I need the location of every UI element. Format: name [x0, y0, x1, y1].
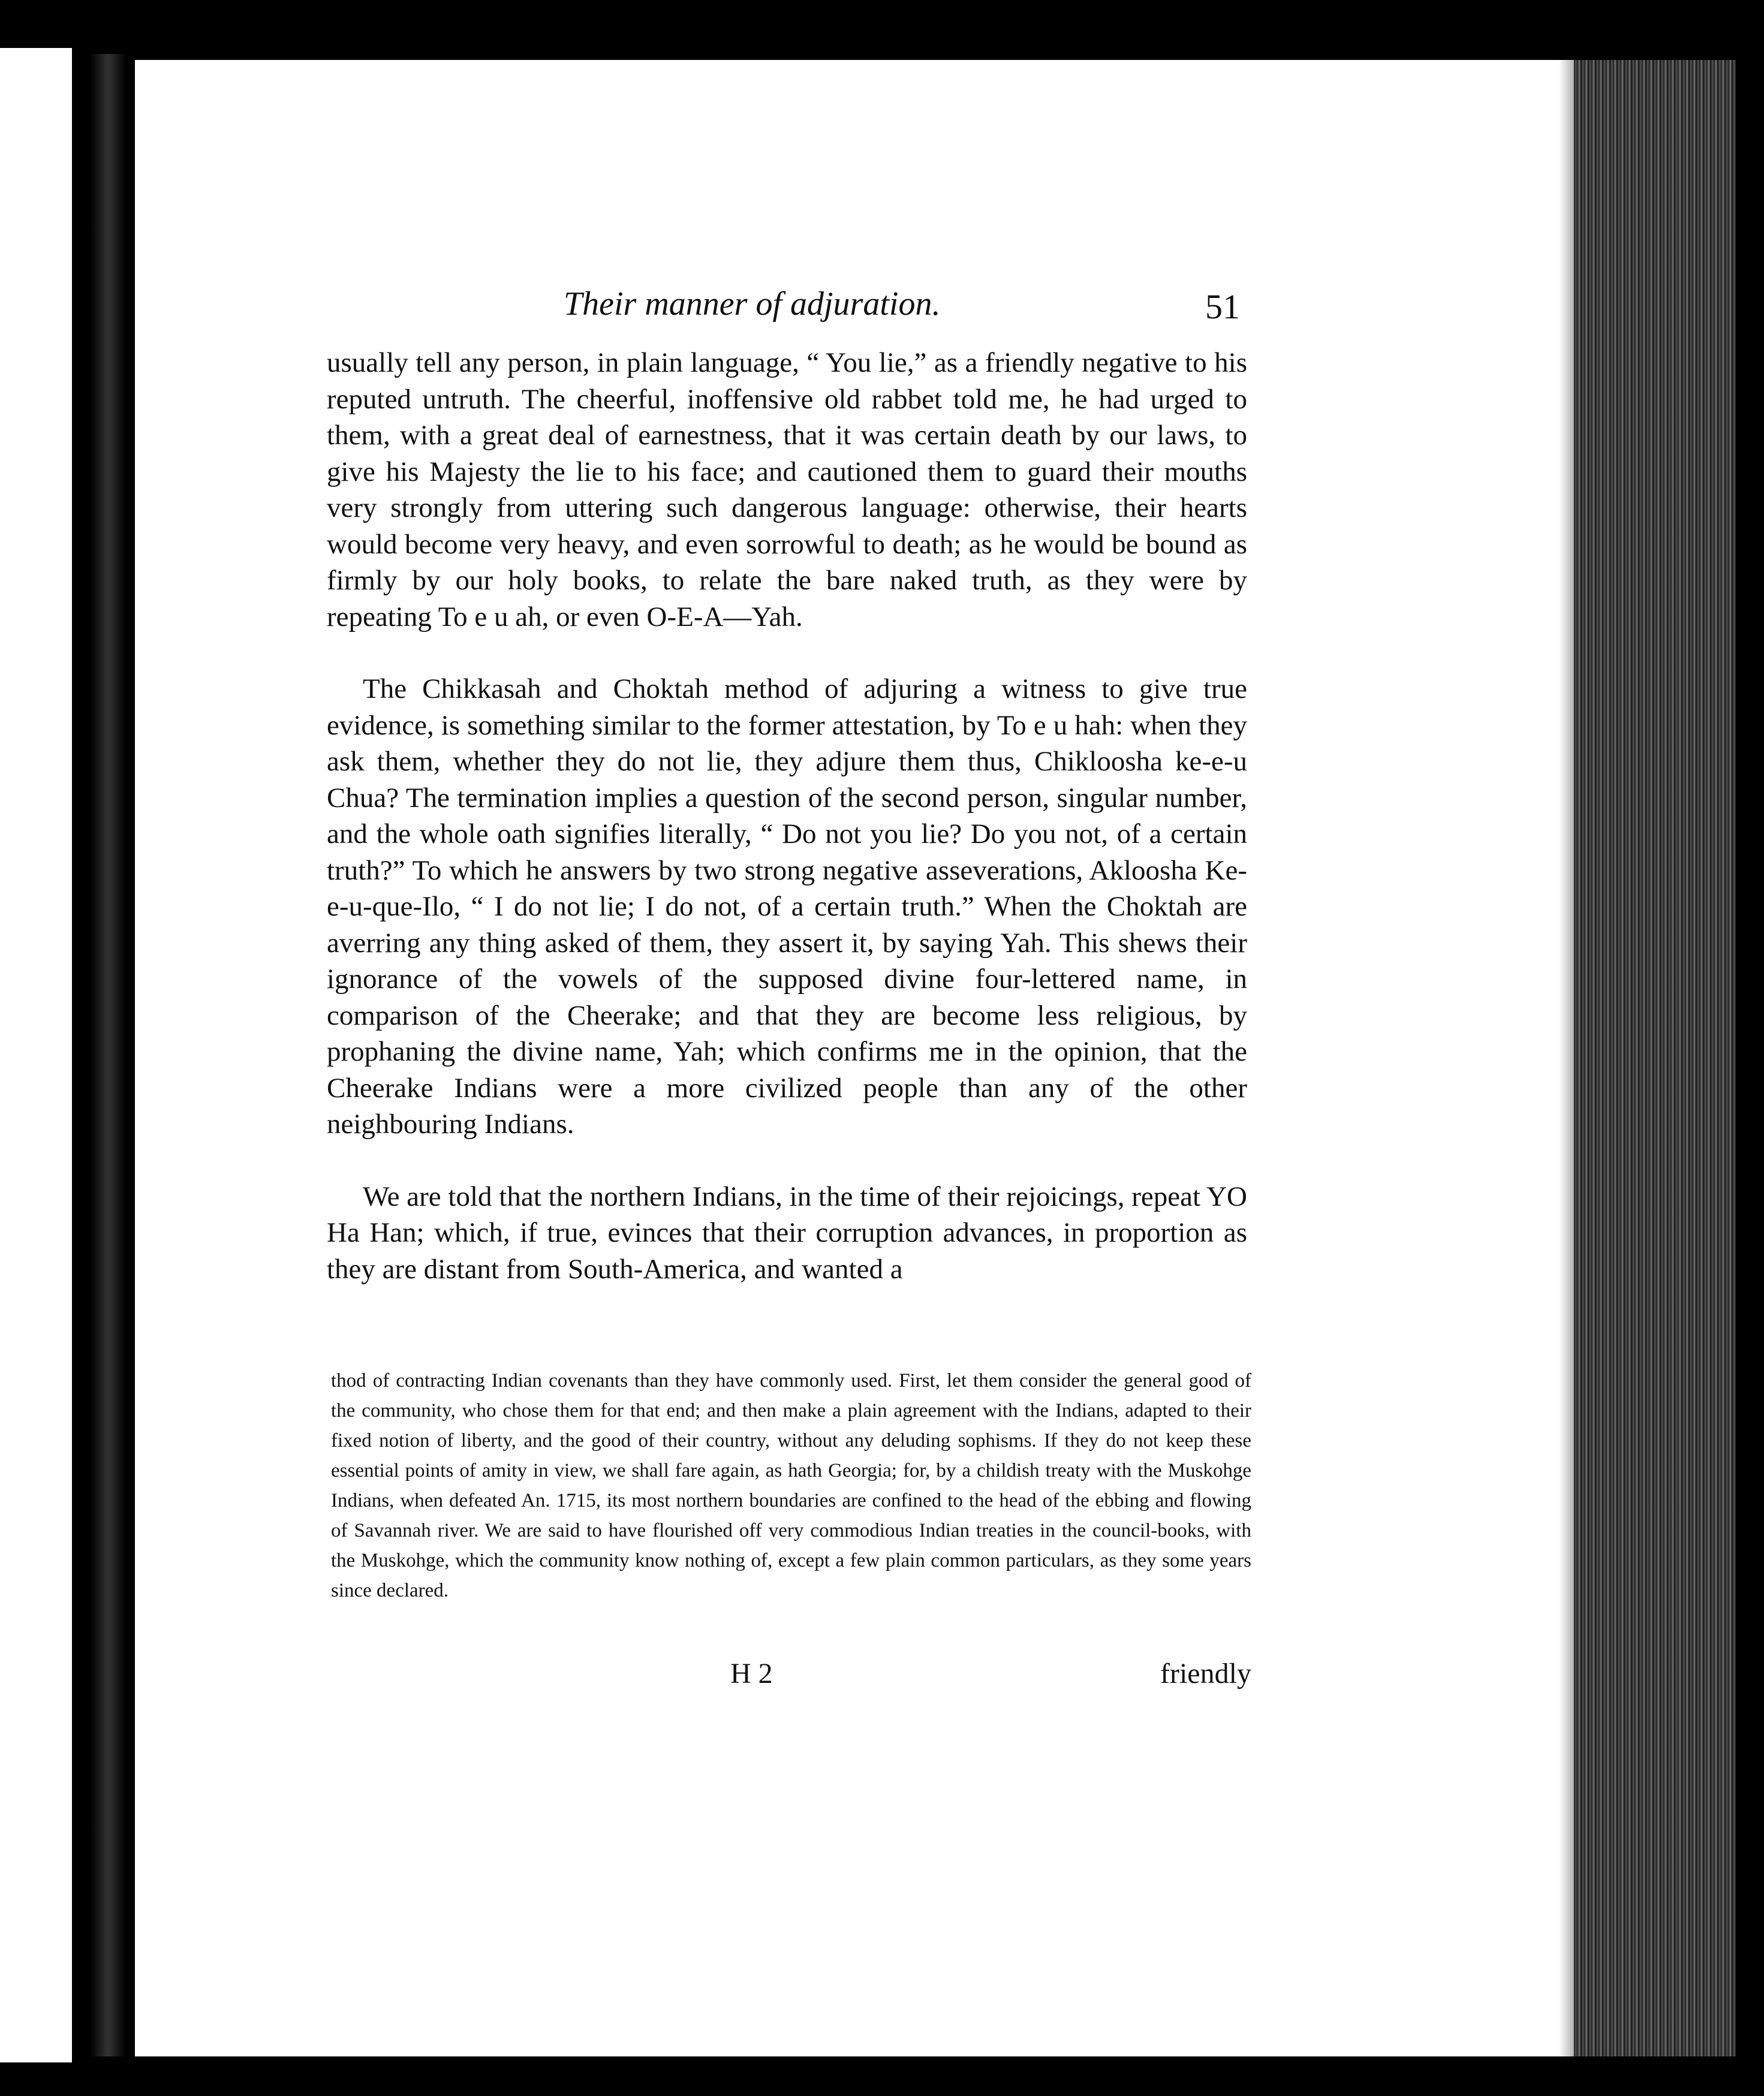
previous-page-edge: [0, 48, 72, 2062]
paragraph-3: We are told that the northern Indians, in the time of their rejoicings, repeat YO Ha Han; which, if true, evinces that their corruption advances, in proportion as they are distant from South-America, and wanted a: [327, 1180, 1247, 1285]
page-number: 51: [1205, 287, 1240, 326]
main-text: [327, 345, 1247, 1287]
signature-mark: H 2: [730, 1658, 773, 1690]
footnote: thod of contracting Indian covenants than they have commonly used. First, let them consider the general good of the community, who chose them for that end; and then make a plain agreement with the Indians, adapted to their fixed notion of liberty, and the good of their country, without any deluding sophisms. If they do not keep these essential points of amity in view, we shall fare again, as hath Georgia; for, by a childish treaty with the Muskohge Indians, when defeated An. 1715, its most northern boundaries are confined to the head of the ebbing and flowing of Savannah river. We are said to have flourished off very commodious Indian treaties in the council-books, with the Muskohge, which the community know nothing of, except a few plain common particulars, as they some years since declared.: [331, 1370, 1251, 1601]
running-header: Their manner of adjuration.: [564, 285, 941, 323]
book-fore-edge: [1574, 60, 1736, 2056]
paragraph-2: The Chikkasah and Choktah method of adjuring a witness to give true evidence, is something similar to the former attestation, by To e u hah: when they ask them, whether they do not lie, they adjure them thus, Chikloosha ke-e-u Chua? The termination implies a question of the second person, singular number, and the whole oath signifies literally, “ Do not you lie? Do you not, of a certain truth?” To which he answers by two strong negative asseverations, Akloosha Ke-e-u-que-Ilo, “ I do not lie; I do not, of a certain truth.” When the Choktah are averring any thing asked of them, they assert it, by saying Yah. This shews their ignorance of the vowels of the supposed divine four-lettered name, in comparison of the Cheerake; and that they are become less religious, by prophaning the divine name, Yah; which confirms me in the opinion, that the Cheerake Indians were a more civilized people than any of the other neighbouring Indians.: [327, 673, 1247, 1140]
gutter-shadow: [90, 54, 126, 2056]
paragraph-1: usually tell any person, in plain language, “ You lie,” as a friendly negative to his reputed untruth. The cheerful, inoffensive old rabbet told me, he had urged to them, with a great deal of earnestness, that it was certain death by our laws, to give his Majesty the lie to his face; and cautioned them to guard their mouths very strongly from uttering such dangerous language: otherwise, their hearts would become very heavy, and even sorrowful to death; as he would be bound as firmly by our holy books, to relate the bare naked truth, as they were by repeating To e u ah, or even O-E-A—Yah.: [327, 347, 1247, 633]
catchword: friendly: [1160, 1658, 1251, 1690]
